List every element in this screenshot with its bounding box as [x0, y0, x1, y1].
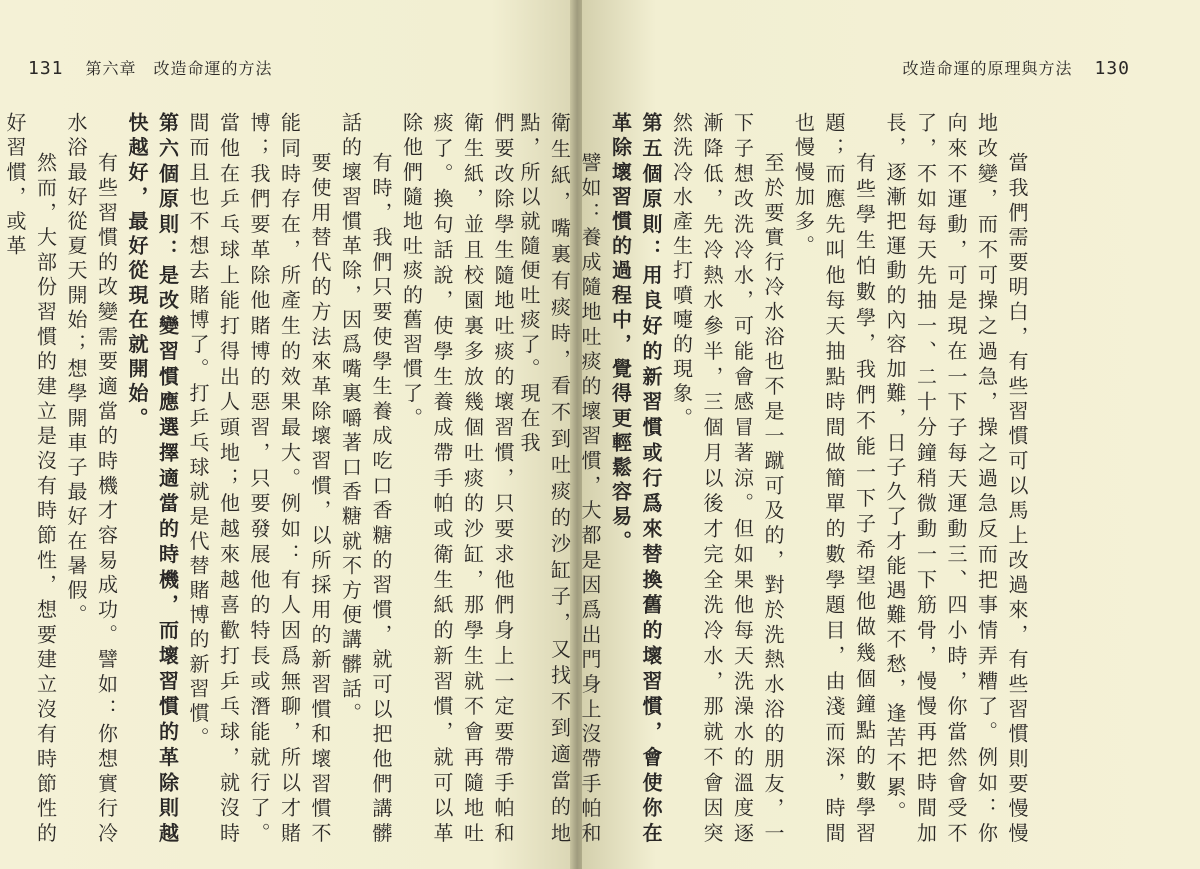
principle-heading: 第六個原則：是改變習慣應選擇適當的時機，而壞習慣的革除則越快越好，最好從現在就開始。: [125, 112, 180, 847]
left-page-header: [28, 56, 273, 79]
paragraph: 當我們需要明白，有些習慣可以馬上改過來，有些習慣則要慢慢地改變，而不可操之過急，操之過急反而把事情弄糟了。例如：你向來不運動，可是現在一下子每天運動三、四小時，你當然會受不了，不如每天先抽一、二十分鐘稍微動一下筋骨，慢慢再把時間加長，逐漸把運動的內容加難，日子久了才能遇難不愁，逢苦不累。: [883, 112, 1029, 847]
left-page-number: 131: [28, 58, 64, 79]
left-running-title: 第六章 改造命運的方法: [85, 59, 273, 78]
paragraph: 們要改除學生隨地吐痰的壞習慣，只要求他們身上一定要帶手帕和衛生紙，並且校園裏多放幾個吐痰的沙缸，那學生就不會再隨地吐痰了。換句話說，使學生養成帶手帕或衛生紙的新習慣，就可以革除他們隨地吐痰的舊習慣了。: [399, 112, 515, 847]
right-page-number: 130: [1094, 58, 1130, 79]
paragraph: 有時，我們只要使學生養成吃口香糖的習慣，就可以把他們講髒話的壞習慣革除，因爲嘴裏嚼著口香糖就不方便講髒話。: [338, 112, 393, 847]
paragraph: 有些習慣的改變需要適當的時機才容易成功。譬如：你想實行冷水浴最好從夏天開始；想學開車子最好在暑假。: [64, 112, 119, 847]
left-page: [0, 0, 578, 869]
paragraph: 至於要實行冷水浴也不是一蹴可及的，對於洗熱水浴的朋友，一下子想改洗冷水，可能會感冒著涼。但如果他每天洗澡水的溫度逐漸降低，先冷熱水參半，三個月以後才完全洗冷水，那就不會因突然洗冷水產生打噴嚏的現象。: [669, 112, 785, 847]
paragraph: 要使用替代的方法來革除壞習慣，以所採用的新習慣和壞習慣不能同時存在，所產生的效果最大。例如：有人因爲無聊，所以才賭博；我們要革除他賭博的惡習，只要發展他的特長或潛能就行了。當他在乒乓球上能打得出人頭地；他越來越喜歡打乒乓球，就沒時間而且也不想去賭博了。打乒乓球就是代替賭博的新習慣。: [186, 112, 332, 847]
paragraph: 譬如：養成隨地吐痰的壞習慣，大都是因爲出門身上沒帶手帕和衛生紙，嘴裏有痰時，看不到吐痰的沙缸子，又找不到適當的地點，所以就隨便吐痰了。現在我: [517, 112, 602, 847]
right-page: [517, 0, 1200, 869]
paragraph: 有些學生怕數學，我們不能一下子希望他做幾個鐘點的數學習題；而應先叫他每天抽點時間做簡單的數學題目，由淺而深，時間也慢慢加多。: [791, 112, 877, 847]
principle-heading: 第五個原則：用良好的新習慣或行爲來替換舊的壞習慣，會使你在革除壞習慣的過程中，覺得更輕鬆容易。: [608, 112, 663, 847]
right-running-title: 改造命運的原理與方法: [902, 59, 1073, 78]
right-page-body: [517, 112, 1032, 847]
paragraph: 然而，大部份習慣的建立是沒有時節性，想要建立沒有時節性的好習慣，或革: [3, 112, 58, 847]
right-page-header: [902, 56, 1130, 79]
left-page-body: [3, 112, 518, 847]
